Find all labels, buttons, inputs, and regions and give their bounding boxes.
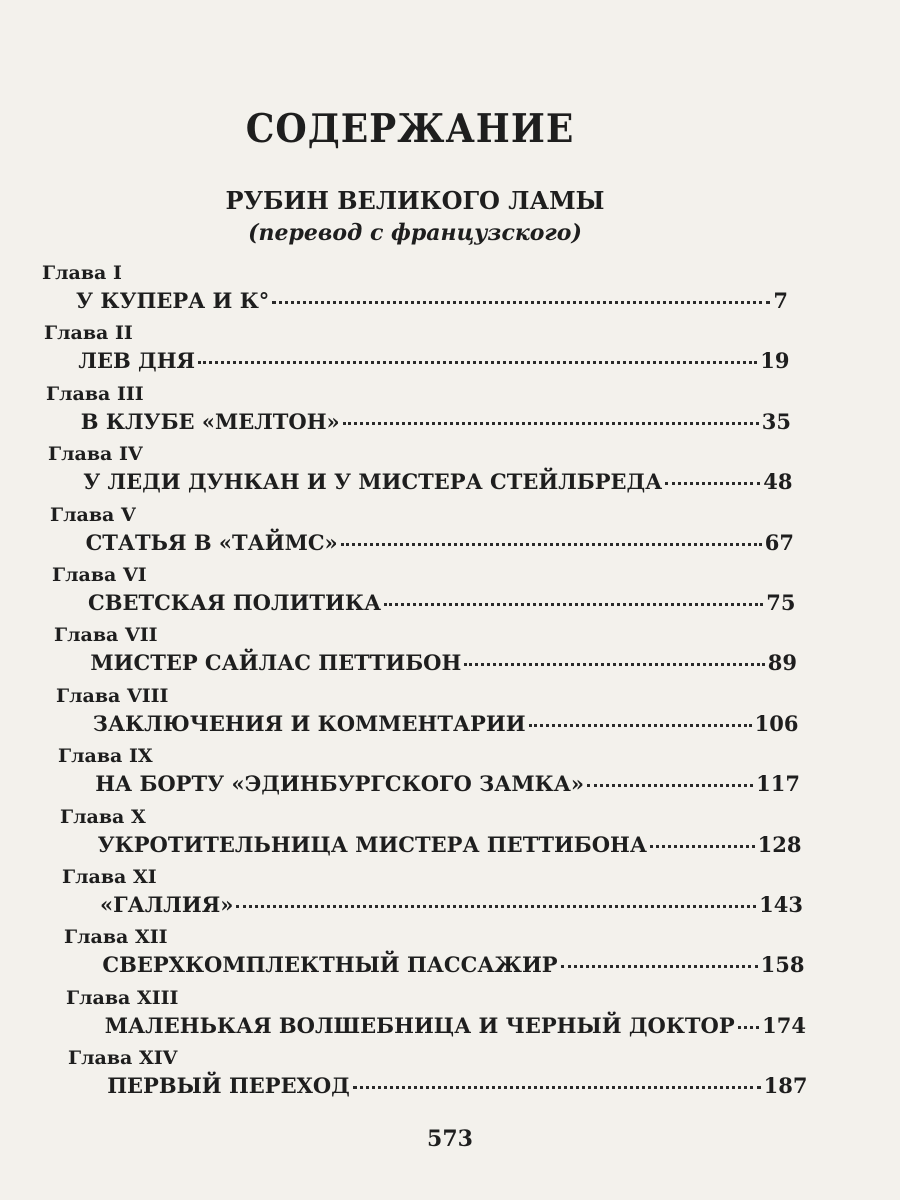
toc-line	[76, 288, 788, 313]
translation-note: (перевод с французского)	[248, 220, 582, 246]
page-ref: 117	[756, 771, 800, 797]
dot-leader	[236, 905, 756, 908]
page-title: СОДЕРЖАНИЕ	[245, 105, 575, 153]
chapter-label: Глава II	[44, 322, 133, 345]
chapter-label: Глава XIII	[66, 986, 179, 1009]
toc-line	[90, 650, 797, 675]
toc-entry	[0, 987, 900, 1047]
chapter-title: МИСТЕР САЙЛАС ПЕТТИБОН	[90, 650, 462, 676]
page-ref: 35	[761, 408, 791, 434]
chapter-title: ЛЕВ ДНЯ	[78, 348, 196, 374]
dot-leader	[343, 422, 759, 425]
dot-leader	[738, 1026, 759, 1029]
page-ref: 89	[767, 650, 797, 676]
dot-leader	[353, 1086, 761, 1089]
toc-entry	[0, 383, 900, 443]
toc-entry	[0, 745, 900, 805]
chapter-label: Глава V	[50, 503, 136, 526]
toc-line	[86, 530, 794, 555]
dot-leader	[650, 845, 755, 848]
toc-entry	[0, 1047, 900, 1107]
chapter-title: МАЛЕНЬКАЯ ВОЛШЕБНИЦА И ЧЕРНЫЙ ДОКТОР	[104, 1012, 735, 1038]
chapter-title: У ЛЕДИ ДУНКАН И У МИСТЕРА СТЕЙЛБРЕДА	[83, 469, 663, 495]
toc-entry	[0, 504, 900, 564]
toc-entry	[0, 262, 900, 322]
chapter-title: СВЕТСКАЯ ПОЛИТИКА	[88, 589, 382, 615]
page-ref: 7	[773, 288, 788, 313]
page-ref: 48	[763, 469, 793, 495]
toc-entry	[0, 624, 900, 684]
toc-line	[102, 952, 804, 977]
chapter-label: Глава XIV	[68, 1047, 178, 1070]
dot-leader	[341, 543, 762, 546]
dot-leader	[198, 361, 757, 364]
chapter-title: СТАТЬЯ В «ТАЙМС»	[85, 529, 338, 555]
dot-leader	[587, 784, 753, 787]
page-ref: 143	[759, 891, 803, 917]
chapter-title: СВЕРХКОМПЛЕКТНЫЙ ПАССАЖИР	[102, 952, 558, 978]
chapter-label: Глава IX	[58, 745, 153, 768]
page-ref: 75	[766, 589, 796, 615]
chapter-title: В КЛУБЕ «МЕЛТОН»	[80, 408, 340, 434]
chapter-label: Глава VIII	[56, 684, 169, 707]
toc-line	[107, 1073, 807, 1098]
toc-line	[81, 409, 791, 434]
page-ref: 106	[754, 710, 799, 736]
page-ref: 187	[763, 1073, 808, 1099]
page-number: 573	[427, 1126, 473, 1152]
page-ref: 67	[764, 529, 794, 555]
toc-line	[98, 832, 802, 857]
toc-line	[83, 469, 792, 494]
table-of-contents	[0, 262, 900, 1107]
dot-leader	[529, 724, 752, 727]
toc-line	[100, 892, 803, 917]
dot-leader	[561, 965, 758, 968]
dot-leader	[384, 603, 763, 606]
toc-entry	[0, 926, 900, 986]
page-ref: 174	[762, 1012, 806, 1038]
chapter-title: «ГАЛЛИЯ»	[100, 891, 234, 917]
chapter-label: Глава XII	[64, 926, 168, 949]
toc-entry	[0, 443, 900, 503]
page-ref: 19	[760, 348, 790, 374]
chapter-title: ПЕРВЫЙ ПЕРЕХОД	[107, 1073, 350, 1099]
toc-entry	[0, 685, 900, 745]
toc-line	[93, 711, 799, 736]
toc-line	[105, 1013, 806, 1038]
section-title: РУБИН ВЕЛИКОГО ЛАМЫ	[225, 186, 605, 215]
toc-entry	[0, 322, 900, 382]
dot-leader	[464, 663, 764, 666]
toc-line	[78, 348, 789, 373]
dot-leader	[665, 482, 760, 485]
chapter-label: Глава X	[60, 805, 146, 828]
toc-line	[95, 771, 800, 796]
dot-leader	[272, 301, 770, 304]
chapter-label: Глава I	[42, 262, 122, 284]
chapter-label: Глава VI	[52, 563, 147, 586]
chapter-label: Глава IV	[48, 443, 143, 466]
chapter-title: НА БОРТУ «ЭДИНБУРГСКОГО ЗАМКА»	[95, 771, 584, 797]
toc-entry	[0, 866, 900, 926]
toc-line	[88, 590, 796, 615]
chapter-label: Глава VII	[54, 624, 158, 647]
chapter-title: УКРОТИТЕЛЬНИЦА МИСТЕРА ПЕТТИБОНА	[97, 831, 647, 857]
chapter-title: У КУПЕРА И К°	[76, 288, 270, 313]
page-ref: 158	[760, 952, 805, 978]
page-ref: 128	[757, 831, 802, 857]
toc-entry	[0, 564, 900, 624]
toc-entry	[0, 806, 900, 866]
chapter-label: Глава XI	[62, 865, 157, 888]
chapter-title: ЗАКЛЮЧЕНИЯ И КОММЕНТАРИИ	[92, 710, 526, 736]
chapter-label: Глава III	[46, 382, 144, 405]
